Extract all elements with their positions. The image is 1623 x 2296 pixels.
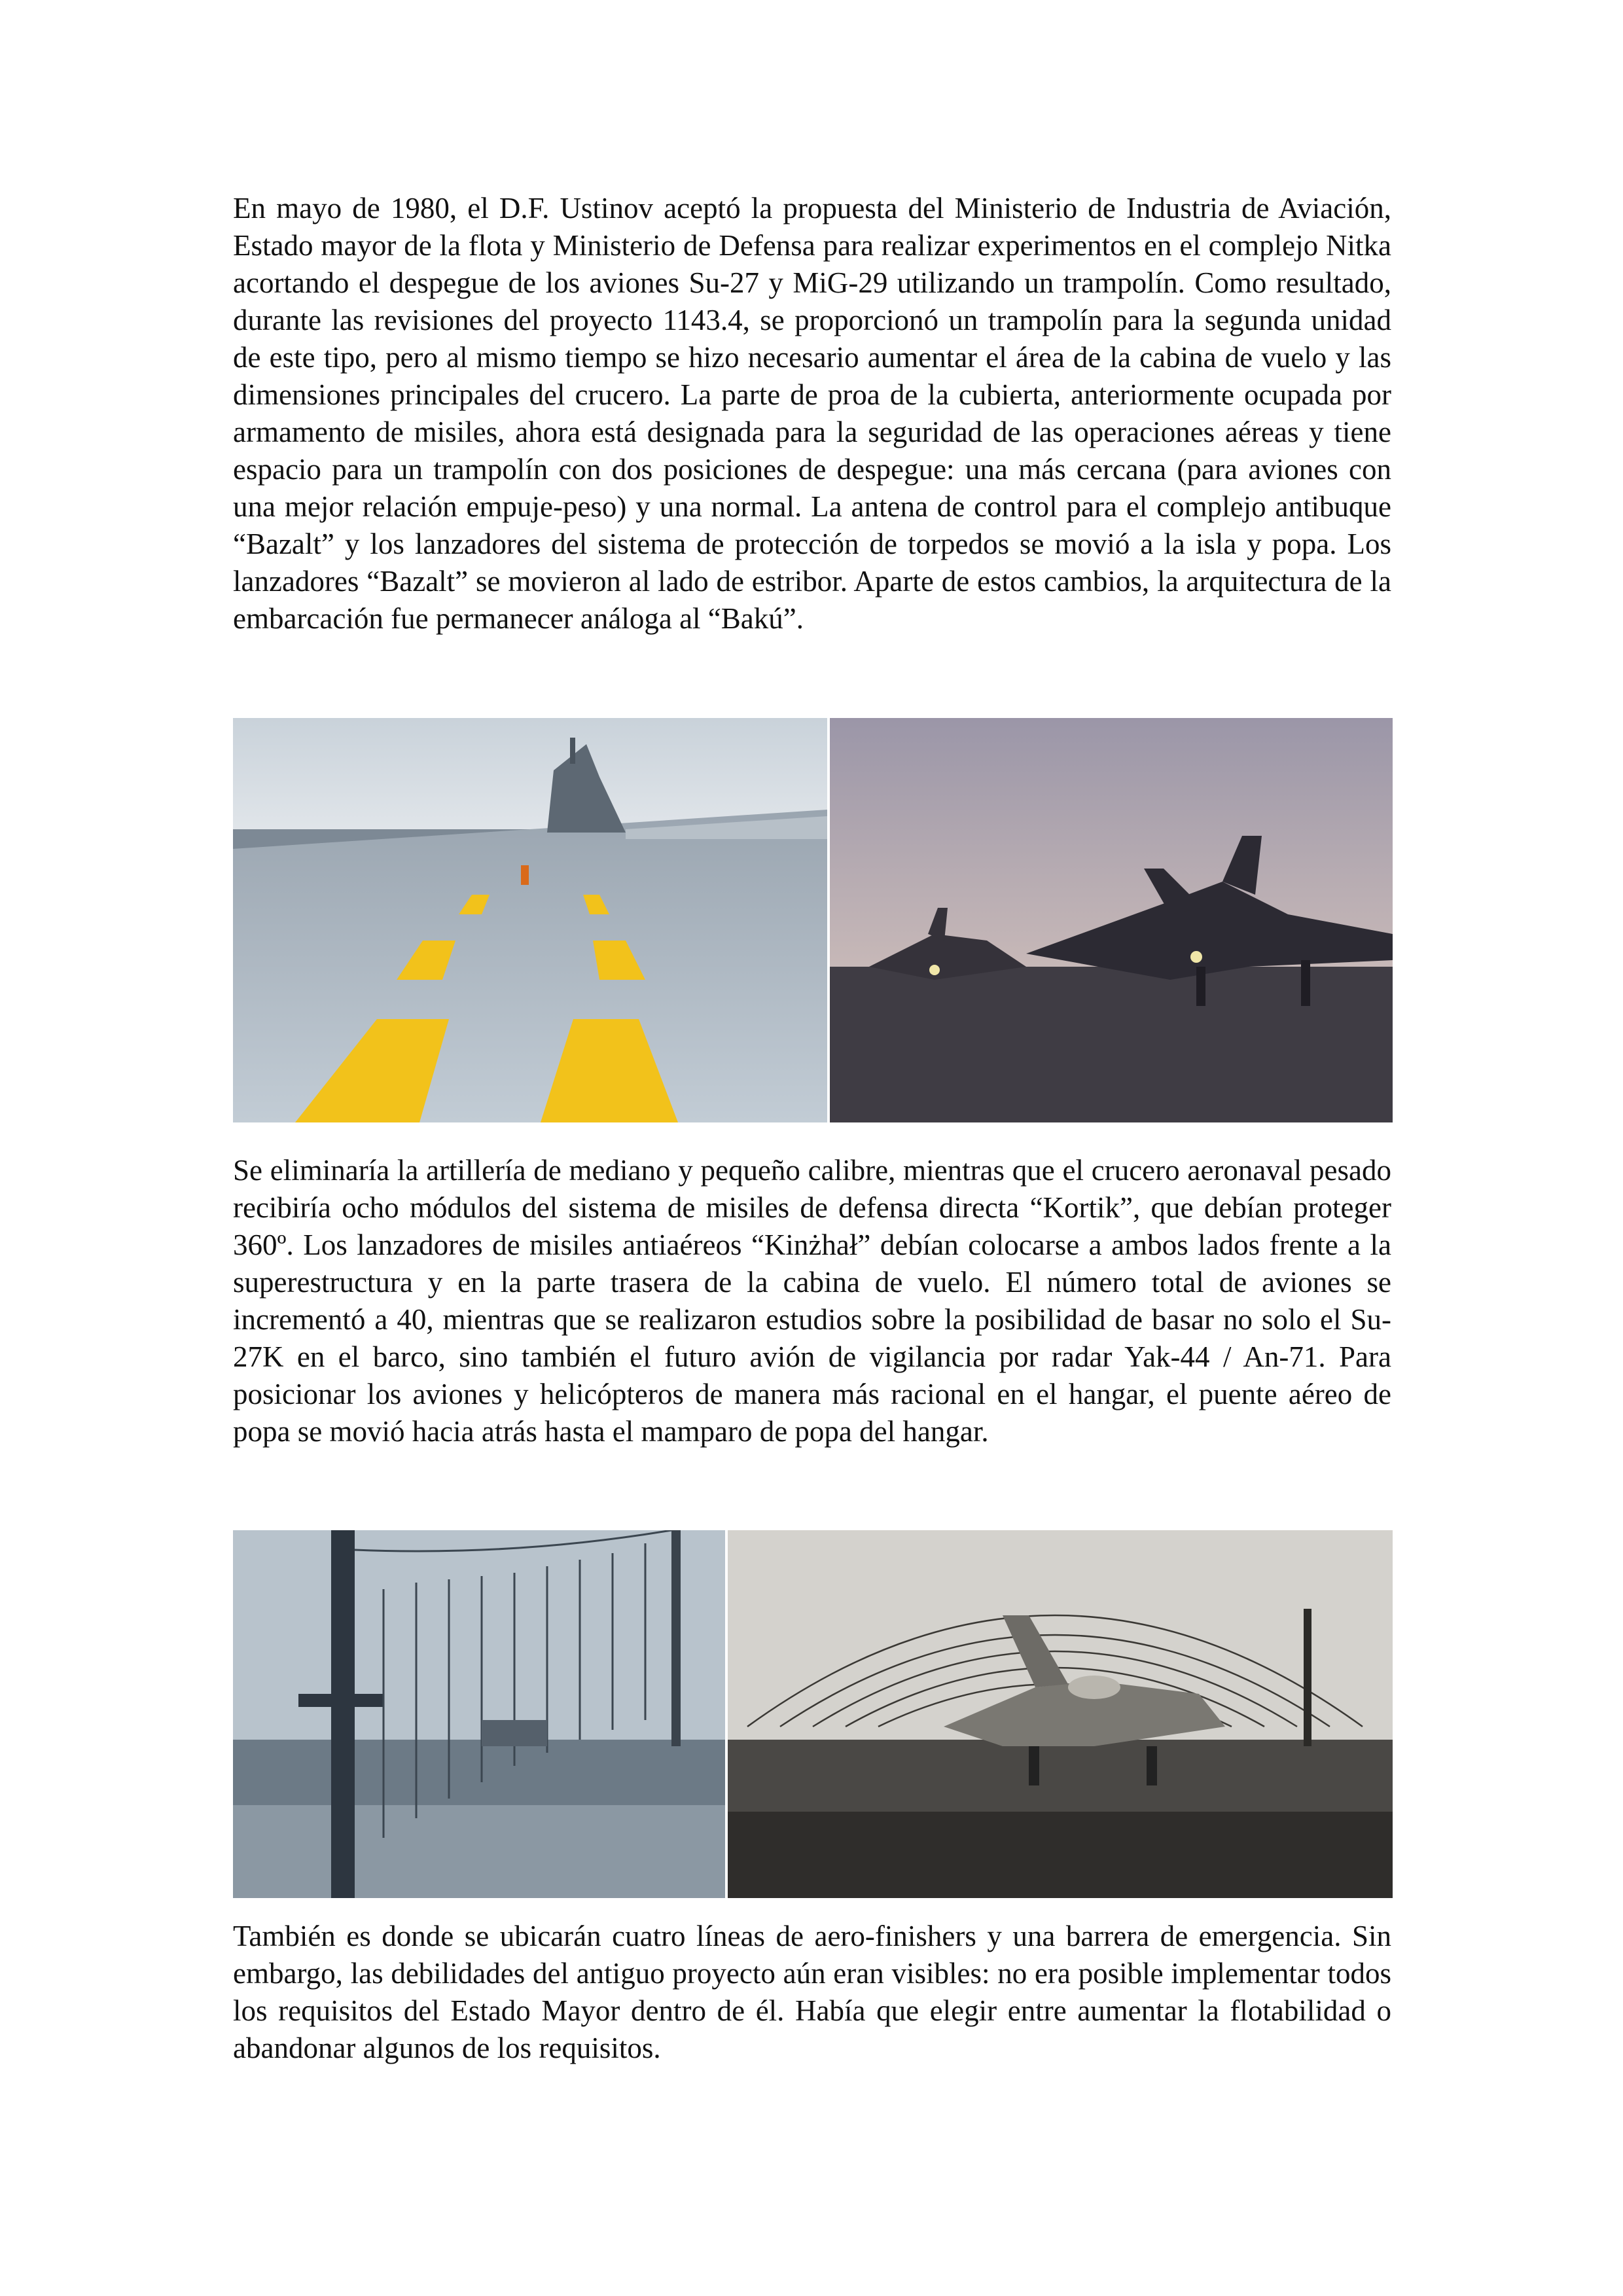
carrier-deck-ski-jump-photo (233, 718, 827, 1122)
arresting-barrier-net-photo (233, 1530, 725, 1898)
jet-engaging-barrier-photo (728, 1530, 1393, 1898)
su27-jets-on-deck-photo (830, 718, 1393, 1122)
paragraph-3: También es donde se ubicarán cuatro líneas de aero-finishers y una barrera de emergencia. Sin embargo, las debilidades del antiguo proyecto aún eran visibles: no era posible implementar todos los requisitos del Estado Mayor dentro de él. Había que elegir entre aumentar la flotabilidad o abandonar algunos de los requisitos. (233, 1920, 1391, 2064)
paragraph-1: En mayo de 1980, el D.F. Ustinov aceptó la propuesta del Ministerio de Industria de Aviación, Estado mayor de la flota y Ministerio de Defensa para realizar experimentos en el complejo Nitka acortando el despegue de los aviones Su-27 y MiG-29 utilizando un trampolín. Como resultado, durante las revisiones del proyecto 1143.4, se proporcionó un trampolín para la segunda unidad de este tipo, pero al mismo tiempo se hizo necesario aumentar el área de la cabina de vuelo y las dimensiones principales del crucero. La parte de proa de la cubierta, anteriormente ocupada por armamento de misiles, ahora está designada para la seguridad de las operaciones aéreas y tiene espacio para un trampolín con dos posiciones de despegue: una más cercana (para aviones con una mejor relación empuje-peso) y una normal. La antena de control para el complejo antibuque “Bazalt” y los lanzadores del sistema de protección de torpedos se movió a la isla y popa. Los lanzadores “Bazalt” se movieron al lado de estribor. Aparte de estos cambios, la arquitectura de la embarcación fue permanecer análoga al “Bakú”. (233, 192, 1391, 635)
paragraph-2: Se eliminaría la artillería de mediano y pequeño calibre, mientras que el crucero aeronaval pesado recibiría ocho módulos del sistema de misiles de defensa directa “Kortik”, que debían proteger 360º. Los lanzadores de misiles antiaéreos “Kinżhał” debían colocarse a ambos lados frente a la superestructura y en la parte trasera de la cabina de vuelo. El número total de aviones se incrementó a 40, mientras que se realizaron estudios sobre la posibilidad de basar no solo el Su-27K en el barco, sino también el futuro avión de vigilancia por radar Yak-44 / An-71. Para posicionar los aviones y helicópteros de manera más racional en el hangar, el puente aéreo de popa se movió hacia atrás hasta el mamparo de popa del hangar. (233, 1154, 1391, 1448)
